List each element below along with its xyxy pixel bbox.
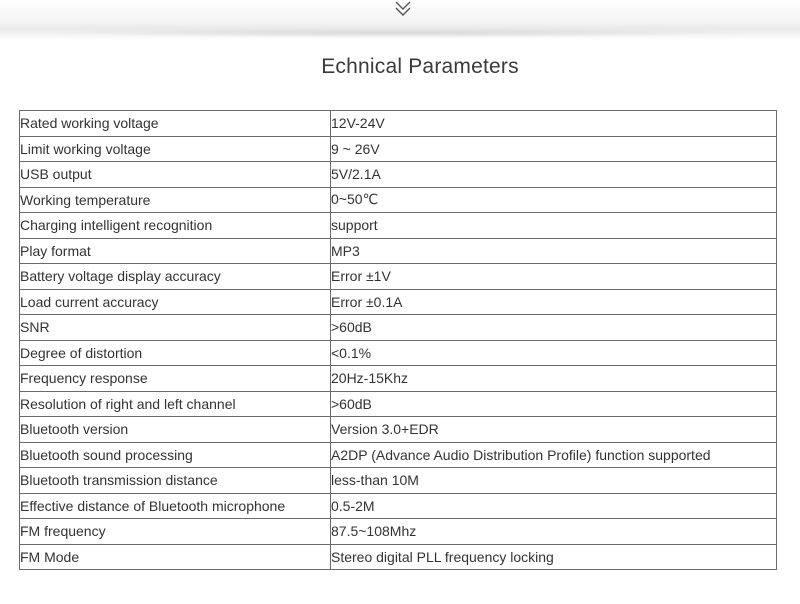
table-row xyxy=(20,391,777,417)
double-chevron-down-icon xyxy=(392,0,414,20)
table-row xyxy=(20,162,777,188)
table-row xyxy=(20,493,777,519)
parameter-label: USB output xyxy=(20,162,331,188)
parameter-value: 9 ~ 26V xyxy=(331,136,777,162)
parameters-table xyxy=(19,110,777,570)
table-row xyxy=(20,417,777,443)
parameter-label: Resolution of right and left channel xyxy=(20,391,331,417)
table-row xyxy=(20,213,777,239)
parameter-value: Stereo digital PLL frequency locking xyxy=(331,544,777,570)
parameter-value: 0.5-2M xyxy=(331,493,777,519)
parameter-label: Limit working voltage xyxy=(20,136,331,162)
table-row xyxy=(20,111,777,137)
parameter-label: Charging intelligent recognition xyxy=(20,213,331,239)
table-row xyxy=(20,340,777,366)
parameter-value: 5V/2.1A xyxy=(331,162,777,188)
parameter-label: Working temperature xyxy=(20,187,331,213)
parameter-value: 87.5~108Mhz xyxy=(331,519,777,545)
parameter-label: Rated working voltage xyxy=(20,111,331,137)
parameter-label: Bluetooth transmission distance xyxy=(20,468,331,494)
parameter-value: Error ±1V xyxy=(331,264,777,290)
parameter-value: 0~50℃ xyxy=(331,187,777,213)
parameter-value: support xyxy=(331,213,777,239)
parameter-value: less-than 10M xyxy=(331,468,777,494)
banner-shadow xyxy=(40,28,760,38)
parameter-value: MP3 xyxy=(331,238,777,264)
parameter-value: >60dB xyxy=(331,391,777,417)
parameter-value: A2DP (Advance Audio Distribution Profile) function supported xyxy=(331,442,777,468)
parameter-label: Effective distance of Bluetooth microphone xyxy=(20,493,331,519)
parameter-label: Bluetooth version xyxy=(20,417,331,443)
table-row xyxy=(20,238,777,264)
parameter-label: Play format xyxy=(20,238,331,264)
table-row xyxy=(20,468,777,494)
parameter-label: FM Mode xyxy=(20,544,331,570)
parameter-value: Error ±0.1A xyxy=(331,289,777,315)
parameter-label: Bluetooth sound processing xyxy=(20,442,331,468)
parameters-table-body xyxy=(20,111,777,570)
parameter-label: FM frequency xyxy=(20,519,331,545)
table-row xyxy=(20,136,777,162)
parameter-value: 20Hz-15Khz xyxy=(331,366,777,392)
table-row xyxy=(20,289,777,315)
page-title: Echnical Parameters xyxy=(321,55,519,78)
parameter-value: Version 3.0+EDR xyxy=(331,417,777,443)
parameter-value: 12V-24V xyxy=(331,111,777,137)
parameter-value: >60dB xyxy=(331,315,777,341)
table-row xyxy=(20,442,777,468)
parameter-label: Battery voltage display accuracy xyxy=(20,264,331,290)
parameter-label: Frequency response xyxy=(20,366,331,392)
parameter-label: Degree of distortion xyxy=(20,340,331,366)
table-row xyxy=(20,187,777,213)
table-row xyxy=(20,544,777,570)
parameter-value: <0.1% xyxy=(331,340,777,366)
table-row xyxy=(20,366,777,392)
table-row xyxy=(20,264,777,290)
table-row xyxy=(20,315,777,341)
parameter-label: SNR xyxy=(20,315,331,341)
table-row xyxy=(20,519,777,545)
parameter-label: Load current accuracy xyxy=(20,289,331,315)
